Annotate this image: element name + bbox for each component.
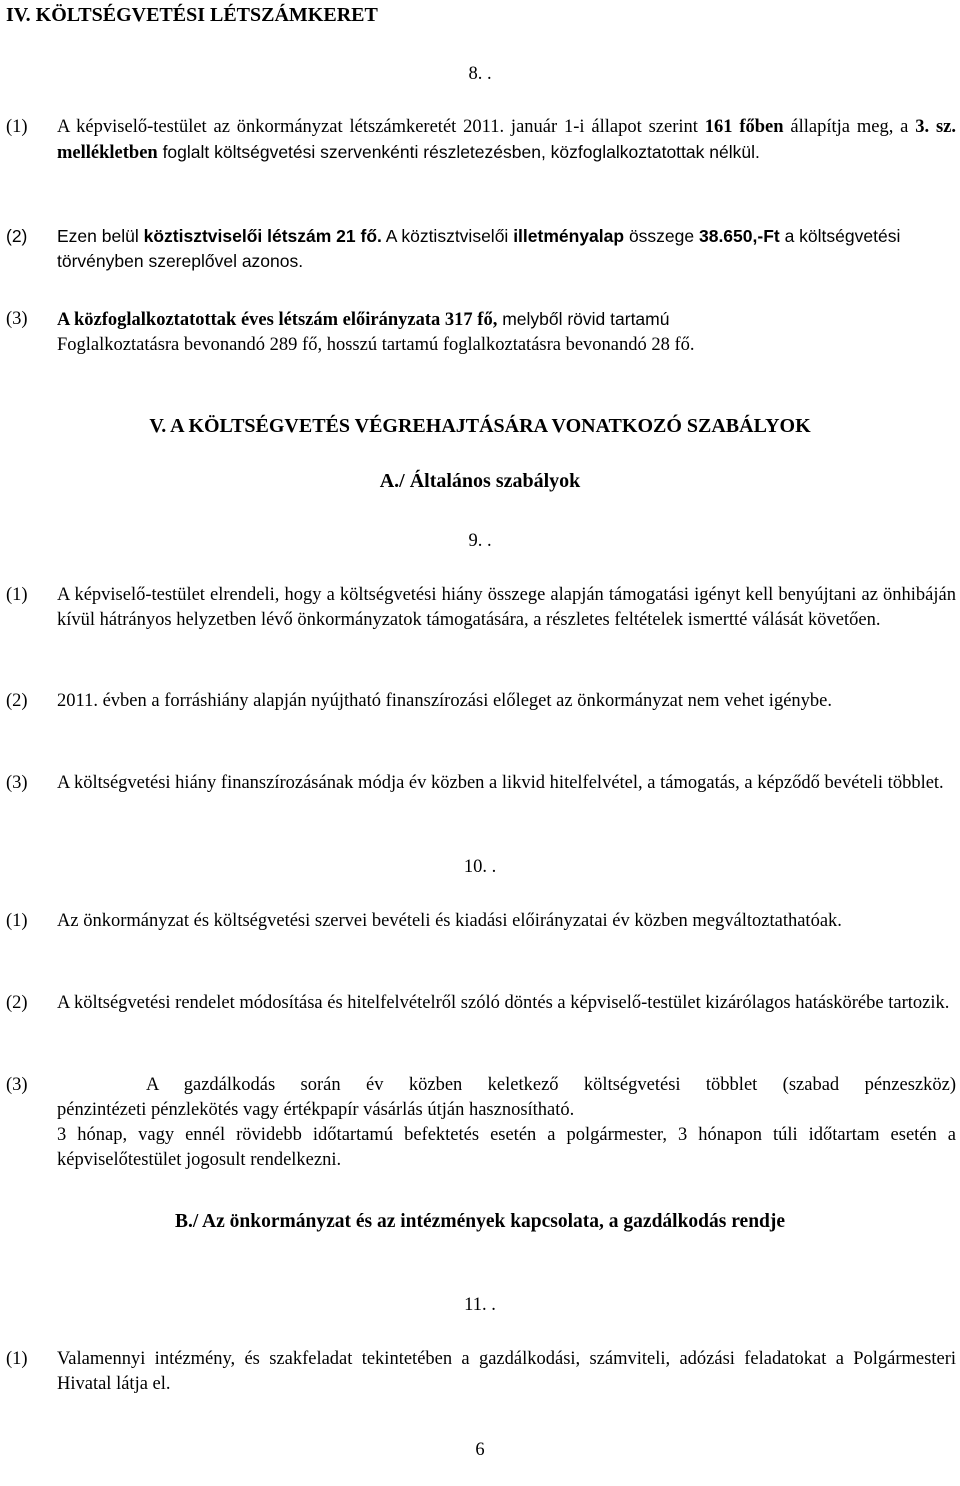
para-9-2 xyxy=(6,689,956,714)
para-8-1 xyxy=(6,115,956,166)
para-10-3 xyxy=(6,1073,956,1173)
para-9-1 xyxy=(6,583,956,633)
para-11-1 xyxy=(6,1347,956,1397)
para-10-2 xyxy=(6,991,956,1016)
para-body: A közfoglalkoztatottak éves létszám előirányzata 317 fő, melyből rövid tartamú Foglalkoztatásra bevonandó 289 fő, hosszú tartamú foglalkoztatásra bevonandó 28 fő. xyxy=(57,309,695,355)
paragraph-8-title: 8. . xyxy=(468,64,492,84)
para-number: (2) xyxy=(6,226,28,246)
paragraph-11-title: 11. . xyxy=(464,1295,496,1315)
para-body: A képviselő-testület az önkormányzat létszámkeretét 2011. január 1-i állapot szerint 161 főben állapítja meg, a 3. sz. mellékletben foglalt költségvetési szervenkénti részletezésben, közfoglalkoztatottak nélkül. xyxy=(57,117,956,163)
page-number: 6 xyxy=(475,1440,485,1460)
para-body: A gazdálkodás során év közben keletkező költségvetési többlet (szabad pénzeszköz) pénzintézeti pénzlekötés vagy értékpapír vásárlás útján hasznosítható. 3 hónap, vagy ennél rövidebb időtartamú befektetés esetén a polgármester, 3 hónapon túli időtartam esetén a képviselőtestület jogosult rendelkezni. xyxy=(57,1075,956,1170)
para-number: (3) xyxy=(6,773,28,793)
para-body: Ezen belül köztisztviselői létszám 21 fő. A köztisztviselői illetményalap összege 38.650,-Ft a költségvetési törvényben szereplővel azonos. xyxy=(57,226,901,271)
para-body: Valamennyi intézmény, és szakfeladat tekintetében a gazdálkodási, számviteli, adózási feladatokat a Polgármesteri Hivatal látja el. xyxy=(57,1349,956,1394)
paragraph-9-title: 9. . xyxy=(468,531,492,551)
para-number: (2) xyxy=(6,993,28,1013)
section-heading-iv: IV. KÖLTSÉGVETÉSI LÉTSZÁMKERET xyxy=(6,4,378,26)
para-number: (1) xyxy=(6,585,28,605)
para-number: (1) xyxy=(6,911,28,931)
para-number: (3) xyxy=(6,309,28,329)
para-10-1 xyxy=(6,909,956,934)
para-body: A képviselő-testület elrendeli, hogy a költségvetési hiány összege alapján támogatási igényt kell benyújtani az önhibáján kívül hátrányos helyzetben lévő önkormányzatok támogatására, a részletes feltételek ismertté válását követően. xyxy=(57,585,956,630)
para-8-2 xyxy=(6,224,956,274)
para-number: (1) xyxy=(6,1349,28,1369)
para-body: 2011. évben a forráshiány alapján nyújtható finanszírozási előleget az önkormányzat nem vehet igénybe. xyxy=(57,691,832,711)
para-number: (1) xyxy=(6,117,28,137)
subheading-b: B./ Az önkormányzat és az intézmények kapcsolata, a gazdálkodás rendje xyxy=(174,1211,786,1232)
para-body: Az önkormányzat és költségvetési szervei bevételi és kiadási előirányzatai év közben megváltoztathatóak. xyxy=(57,911,842,931)
paragraph-10-title: 10. . xyxy=(463,857,497,877)
para-body: A költségvetési rendelet módosítása és hitelfelvételről szóló döntés a képviselő-testület kizárólagos hatáskörébe tartozik. xyxy=(57,993,950,1013)
para-number: (3) xyxy=(6,1075,28,1095)
subheading-a: A./ Általános szabályok xyxy=(379,470,581,492)
section-heading-v: V. A KÖLTSÉGVETÉS VÉGREHAJTÁSÁRA VONATKOZÓ SZABÁLYOK xyxy=(149,415,811,437)
para-9-3 xyxy=(6,771,956,796)
para-8-3 xyxy=(6,307,956,358)
para-number: (2) xyxy=(6,691,28,711)
para-body: A költségvetési hiány finanszírozásának módja év közben a likvid hitelfelvétel, a támogatás, a képződő bevételi többlet. xyxy=(57,773,944,793)
